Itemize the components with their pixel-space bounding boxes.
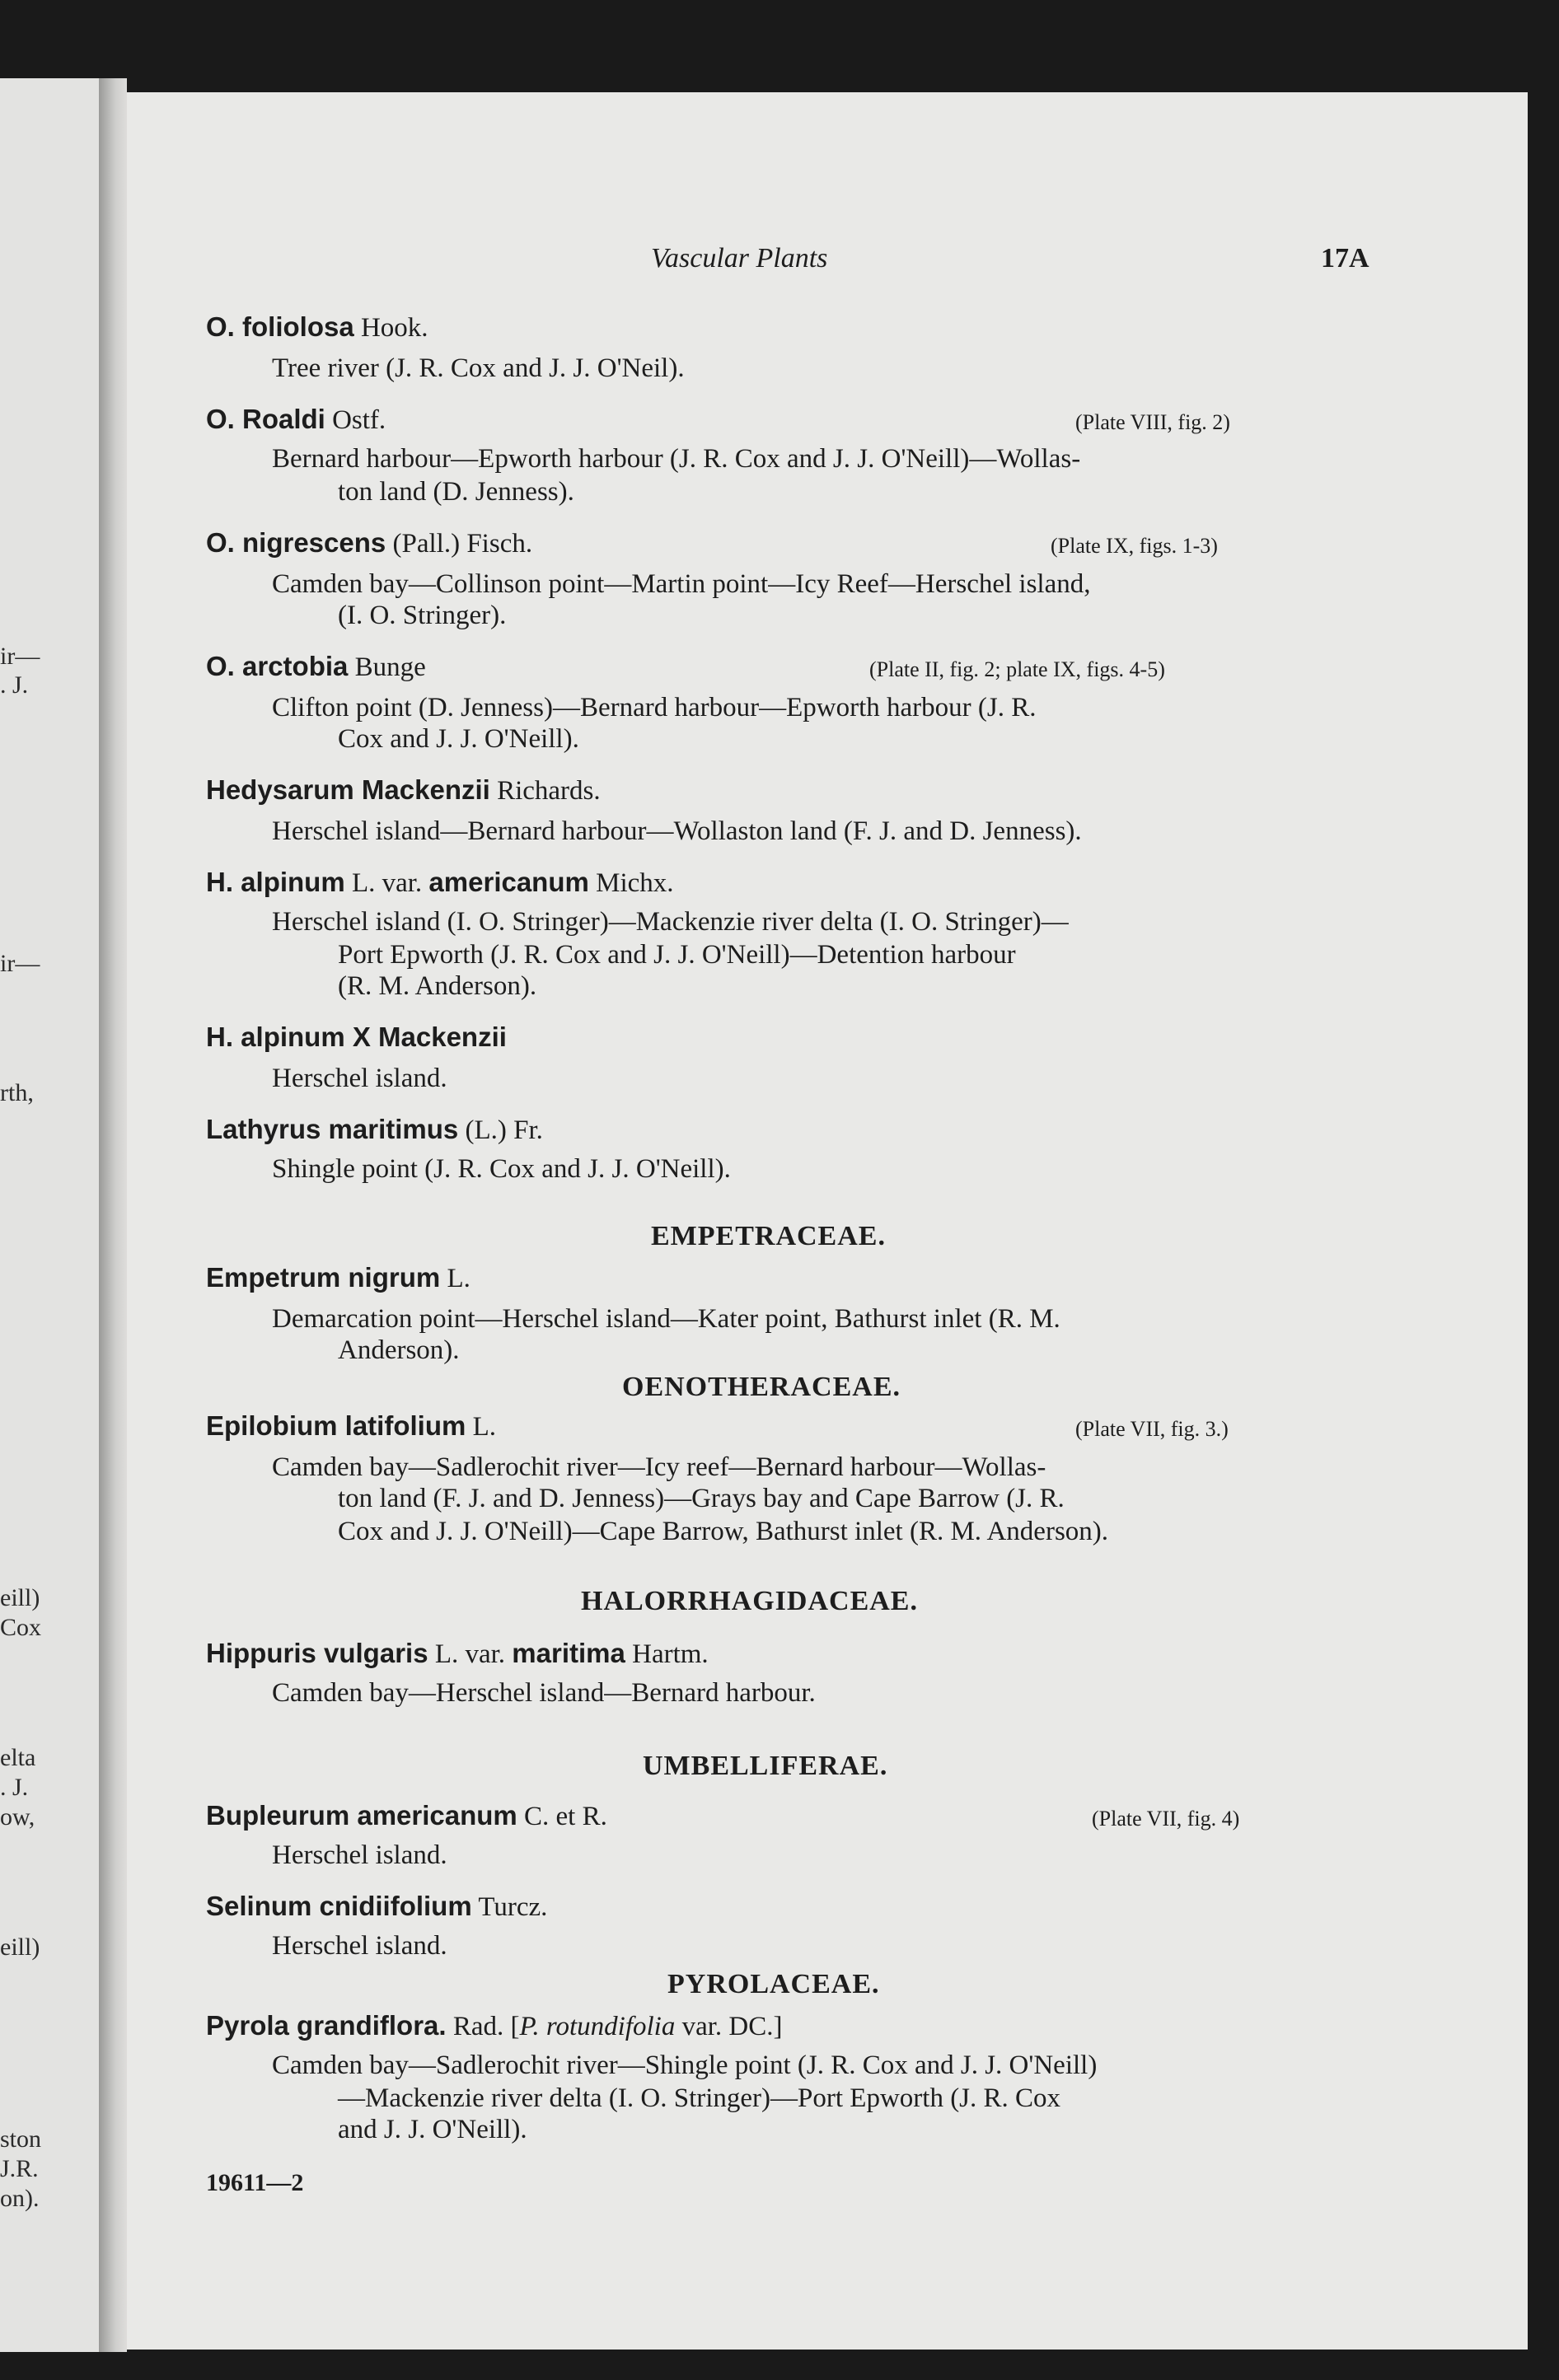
- locality-line: —Mackenzie river delta (I. O. Stringer)—Port Epworth (J. R. Cox: [338, 2083, 1061, 2113]
- locality-line: Herschel island—Bernard harbour—Wollaston land (F. J. and D. Jenness).: [272, 816, 1082, 846]
- facing-page-fragment: rth,: [0, 1079, 34, 1106]
- species-author: Turcz.: [478, 1892, 548, 1922]
- species-heading: [206, 1114, 543, 1146]
- species-name: Lathyrus maritimus: [206, 1114, 459, 1144]
- species-author: C. et R.: [524, 1802, 607, 1831]
- facing-page-fragment: . J.: [0, 671, 29, 699]
- facing-page-fragment: elta: [0, 1744, 36, 1771]
- variety-marker: L. var.: [434, 1639, 506, 1669]
- species-name: Empetrum nigrum: [206, 1262, 441, 1293]
- species-author: Hook.: [360, 313, 428, 343]
- species-author: Rad. [: [452, 2012, 520, 2041]
- species-name: H. alpinum X Mackenzii: [206, 1022, 507, 1052]
- species-name: Epilobium latifolium: [206, 1410, 466, 1441]
- species-heading: [206, 1022, 507, 1054]
- species-heading: [206, 867, 674, 899]
- facing-page-fragment: . J.: [0, 1774, 29, 1801]
- species-name: Hedysarum Mackenzii: [206, 774, 490, 805]
- facing-page-fragment: ow,: [0, 1803, 35, 1831]
- species-name: O. nigrescens: [206, 527, 386, 558]
- species-name: O. Roaldi: [206, 404, 325, 434]
- facing-page-fragment: ir—: [0, 950, 40, 977]
- species-heading: [206, 311, 428, 344]
- facing-page-fragment: Cox: [0, 1614, 42, 1641]
- page-number: 17A: [1321, 243, 1369, 274]
- locality-line: Herschel island.: [272, 1064, 447, 1093]
- facing-page-fragment: eill): [0, 1933, 40, 1961]
- facing-page-edge: [0, 78, 99, 2352]
- locality-line: Port Epworth (J. R. Cox and J. J. O'Neill)—Detention harbour: [338, 940, 1016, 970]
- variety-marker: L. var.: [351, 868, 423, 898]
- species-name: Selinum cnidiifolium: [206, 1891, 472, 1921]
- locality-line: Camden bay—Collinson point—Martin point—Icy Reef—Herschel island,: [272, 569, 1091, 599]
- species-heading: [206, 651, 426, 683]
- locality-line: Herschel island (I. O. Stringer)—Mackenzie river delta (I. O. Stringer)—: [272, 907, 1069, 937]
- species-name: H. alpinum: [206, 867, 345, 897]
- facing-page-fragment: ston: [0, 2125, 42, 2153]
- species-author: Richards.: [497, 776, 601, 806]
- locality-line: Bernard harbour—Epworth harbour (J. R. Cox and J. J. O'Neill)—Wollas-: [272, 444, 1081, 474]
- facing-page-fragment: eill): [0, 1584, 40, 1611]
- species-heading: [206, 527, 532, 559]
- species-author: Hartm.: [632, 1639, 709, 1669]
- locality-line: (R. M. Anderson).: [338, 971, 537, 1001]
- locality-line: ton land (F. J. and D. Jenness)—Grays bay and Cape Barrow (J. R.: [338, 1484, 1065, 1513]
- running-title: Vascular Plants: [651, 243, 828, 274]
- species-heading: [206, 1262, 471, 1294]
- plate-reference: (Plate VII, fig. 4): [1092, 1807, 1240, 1831]
- species-author: Michx.: [596, 868, 674, 898]
- plate-reference: (Plate IX, figs. 1-3): [1051, 534, 1218, 558]
- locality-line: Shingle point (J. R. Cox and J. J. O'Neill).: [272, 1154, 731, 1184]
- species-name: O. foliolosa: [206, 311, 354, 342]
- variety-name: americanum: [428, 867, 589, 897]
- species-name: Bupleurum americanum: [206, 1800, 517, 1831]
- running-header: [0, 243, 1559, 276]
- family-heading: OENOTHERACEAE.: [622, 1372, 901, 1402]
- synonym-name: P. rotundifolia: [519, 2012, 676, 2041]
- synonym-author: var. DC.]: [675, 2012, 783, 2041]
- plate-reference: (Plate II, fig. 2; plate IX, figs. 4-5): [869, 657, 1165, 681]
- species-name: Pyrola grandiflora.: [206, 2010, 447, 2041]
- species-heading: [206, 1638, 709, 1670]
- species-author: L.: [472, 1412, 496, 1442]
- locality-line: Camden bay—Herschel island—Bernard harbour.: [272, 1678, 816, 1708]
- species-name: Hippuris vulgaris: [206, 1638, 428, 1668]
- species-author: (L.) Fr.: [465, 1115, 543, 1145]
- species-heading: [206, 2010, 783, 2042]
- plate-reference: (Plate VIII, fig. 2): [1075, 410, 1230, 434]
- facing-page-fragment: ir—: [0, 643, 40, 670]
- family-heading: UMBELLIFERAE.: [643, 1751, 888, 1781]
- variety-name: maritima: [512, 1638, 625, 1668]
- locality-line: Clifton point (D. Jenness)—Bernard harbour—Epworth harbour (J. R.: [272, 693, 1037, 722]
- locality-line: Anderson).: [338, 1335, 460, 1365]
- species-heading: [206, 774, 601, 807]
- locality-line: (I. O. Stringer).: [338, 601, 507, 630]
- facing-page-fragment: on).: [0, 2185, 40, 2212]
- locality-line: Camden bay—Sadlerochit river—Icy reef—Bernard harbour—Wollas-: [272, 1452, 1046, 1482]
- locality-line: Herschel island.: [272, 1931, 447, 1961]
- book-gutter: [99, 78, 127, 2352]
- locality-line: ton land (D. Jenness).: [338, 477, 574, 507]
- species-author: Ostf.: [332, 405, 386, 435]
- locality-line: Demarcation point—Herschel island—Kater point, Bathurst inlet (R. M.: [272, 1304, 1060, 1334]
- family-heading: PYROLACEAE.: [667, 1969, 880, 1999]
- plate-reference: (Plate VII, fig. 3.): [1075, 1417, 1229, 1441]
- facing-page-fragment: J.R.: [0, 2155, 39, 2182]
- species-heading: [206, 1891, 547, 1923]
- locality-line: Tree river (J. R. Cox and J. J. O'Neil).: [272, 353, 685, 383]
- species-heading: [206, 404, 386, 436]
- locality-line: and J. J. O'Neill).: [338, 2115, 527, 2144]
- printer-signature: 19611—2: [206, 2169, 304, 2196]
- locality-line: Camden bay—Sadlerochit river—Shingle point (J. R. Cox and J. J. O'Neill): [272, 2050, 1098, 2080]
- species-author: L.: [447, 1264, 471, 1293]
- family-heading: HALORRHAGIDACEAE.: [581, 1586, 918, 1616]
- family-heading: EMPETRACEAE.: [651, 1221, 886, 1251]
- locality-line: Herschel island.: [272, 1840, 447, 1870]
- species-author: Bunge: [354, 652, 426, 682]
- locality-line: Cox and J. J. O'Neill).: [338, 724, 579, 754]
- locality-line: Cox and J. J. O'Neill)—Cape Barrow, Bathurst inlet (R. M. Anderson).: [338, 1517, 1109, 1546]
- species-author: (Pall.) Fisch.: [392, 529, 533, 559]
- species-name: O. arctobia: [206, 651, 349, 681]
- species-heading: [206, 1800, 607, 1832]
- species-heading: [206, 1410, 496, 1442]
